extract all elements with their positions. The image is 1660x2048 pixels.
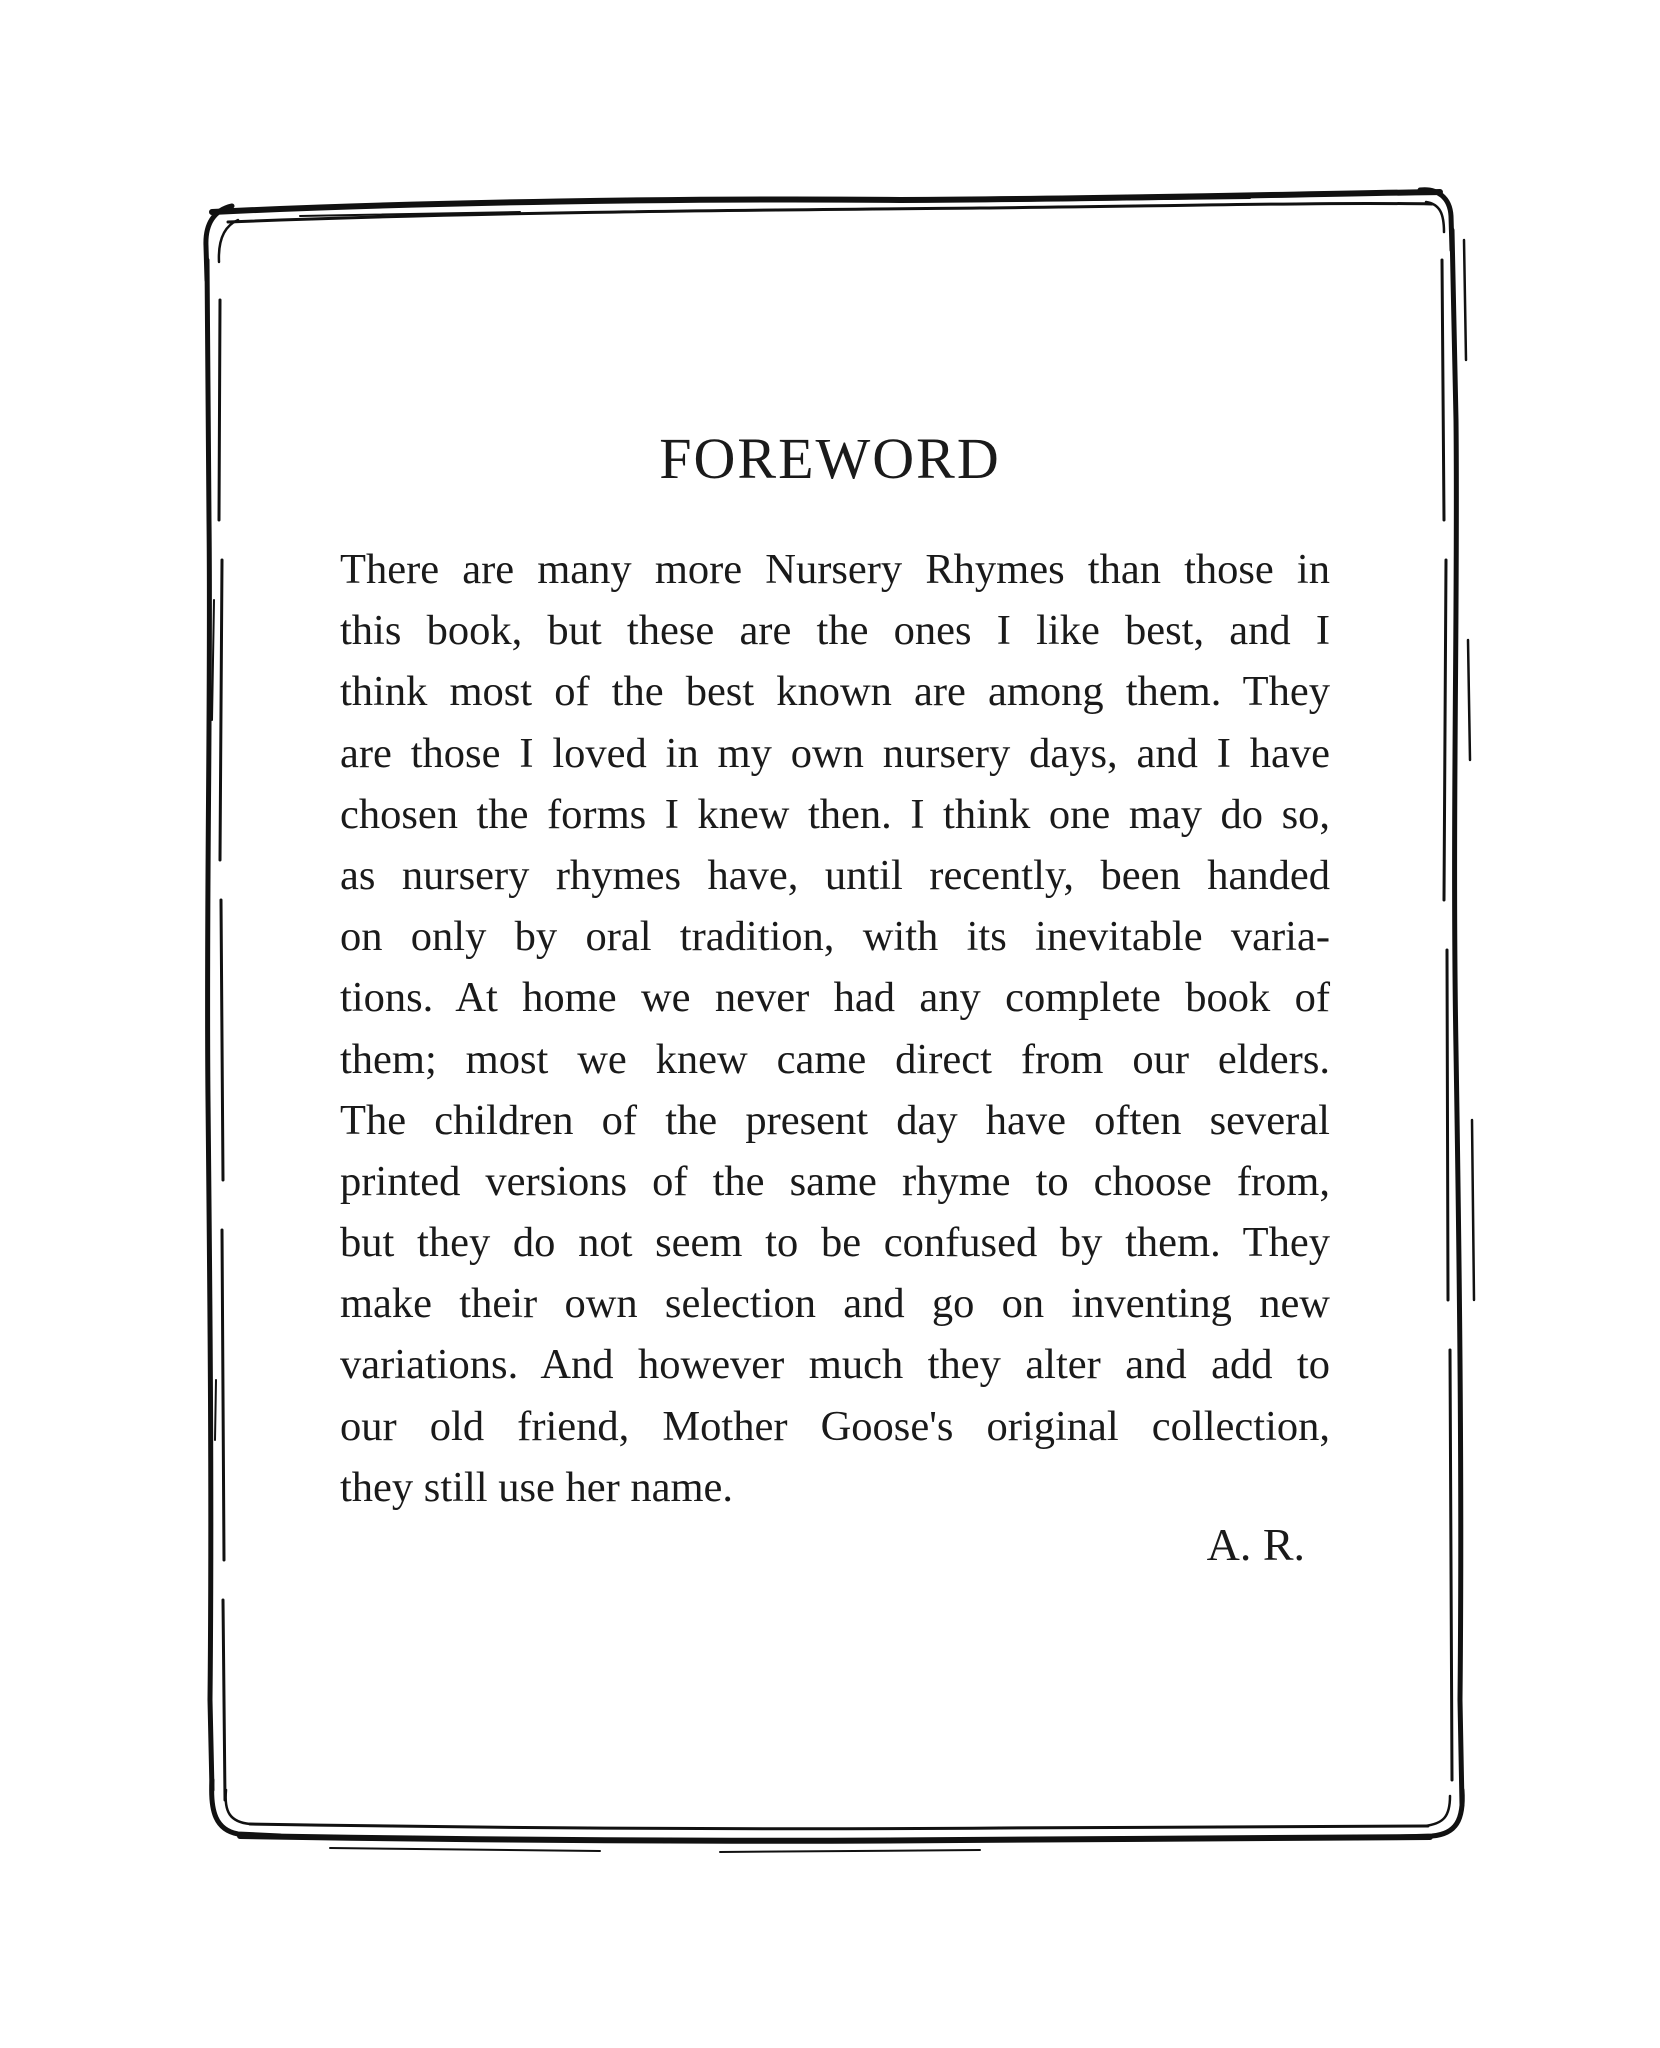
body-text-line: think most of the best known are among them. They: [340, 668, 1330, 716]
frame-bottom-stroke: [240, 1836, 1430, 1841]
body-text-line: printed versions of the same rhyme to choose from,: [340, 1157, 1330, 1205]
body-text-line: but they do not seem to be confused by them. They: [340, 1219, 1330, 1267]
frame-left-stroke-faint: [212, 600, 216, 1440]
body-text-line: this book, but these are the ones I like best, and I: [340, 607, 1330, 655]
frame-corner-top-right-inner: [1426, 202, 1444, 232]
frame-corner-bottom-left: [212, 1780, 280, 1836]
frame-left-stroke-inner: [219, 300, 225, 1800]
body-text-line: are those I loved in my own nursery days, and I have: [340, 729, 1330, 777]
frame-corner-bottom-left-inner: [226, 1790, 250, 1824]
body-text-line: There are many more Nursery Rhymes than those in: [340, 546, 1330, 593]
frame-corner-top-right: [1420, 190, 1452, 250]
frame-left-stroke: [207, 260, 212, 1790]
frame-bottom-stroke-inner: [250, 1824, 1428, 1829]
frame-right-stroke-inner: [1442, 260, 1452, 1780]
author-signature: A. R.: [1206, 1519, 1305, 1570]
frame-right-stroke: [1452, 230, 1462, 1805]
frame-corner-bottom-right-inner: [1424, 1796, 1450, 1826]
foreword-body: [340, 539, 1330, 1518]
body-text-line: as nursery rhymes have, until recently, been handed: [340, 851, 1330, 899]
frame-corner-top-left-inner: [219, 220, 238, 262]
frame-corner-bottom-right: [1400, 1790, 1462, 1837]
body-text-line: make their own selection and go on inventing new: [340, 1280, 1330, 1328]
body-text-line: variations. And however much they alter and add to: [340, 1341, 1330, 1389]
frame-right-stroke-outer: [1464, 240, 1474, 1300]
page-title: FOREWORD: [659, 426, 1001, 491]
body-text-line: tions. At home we never had any complete book of: [340, 974, 1330, 1022]
body-text-line: they still use her name.: [340, 1463, 734, 1511]
frame-bottom-stroke-faint: [330, 1848, 980, 1852]
body-text-line: our old friend, Mother Goose's original collection,: [340, 1402, 1330, 1450]
body-text-line: chosen the forms I knew then. I think one may do so,: [340, 790, 1330, 838]
body-text-line: on only by oral tradition, with its inevitable varia-: [340, 913, 1330, 961]
body-text-line: them; most we knew came direct from our elders.: [340, 1035, 1330, 1083]
frame-corner-top-left: [206, 206, 232, 280]
body-text-line: The children of the present day have often several: [340, 1096, 1330, 1144]
